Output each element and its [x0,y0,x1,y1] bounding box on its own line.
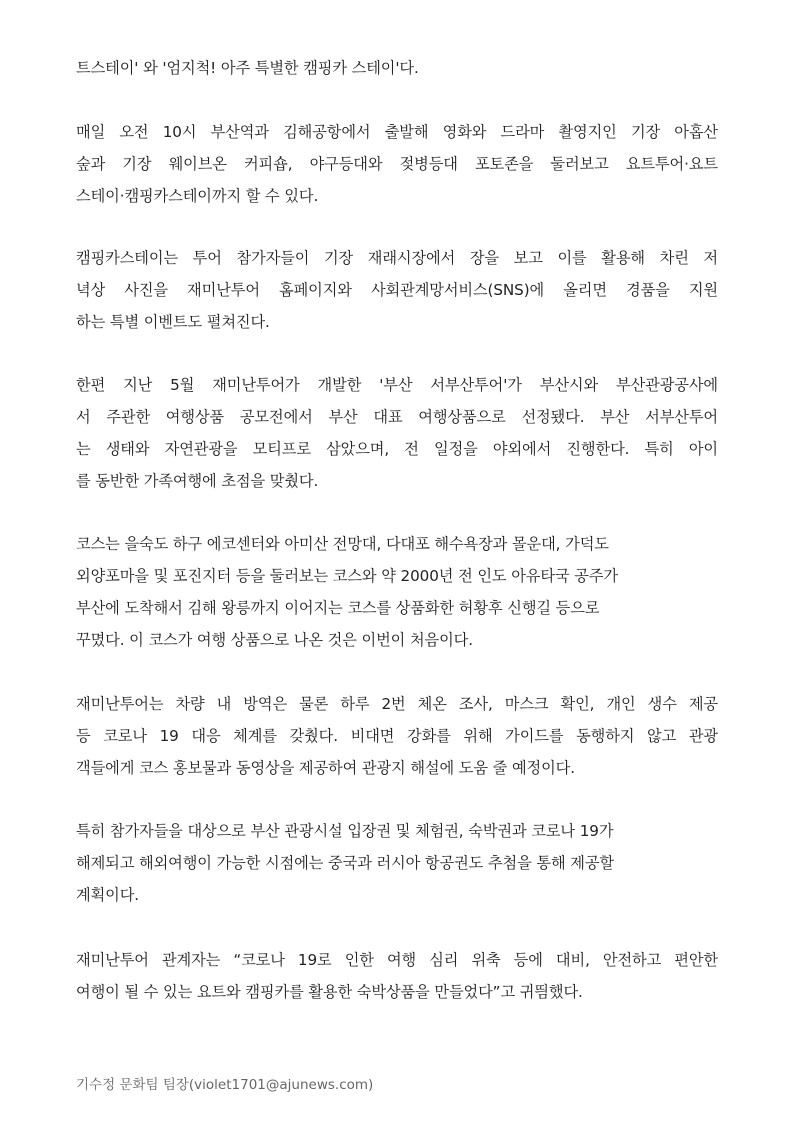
paragraph-7-line-3: 계획이다. [76,886,140,904]
paragraph-2-line-1: 매일 오전 10시 부산역과 김해공항에서 출발해 영화와 드라마 촬영지인 기장 아홉산 [76,123,718,141]
paragraph-2-line-2: 숲과 기장 웨이브온 커피숍, 야구등대와 젖병등대 포토존을 둘러보고 요트투어·요트 [76,155,718,173]
paragraph-1-line-1: 트스테이' 와 '엄지척! 아주 특별한 캠핑카 스테이'다. [76,59,419,77]
paragraph-4-line-2: 서 주관한 여행상품 공모전에서 부산 대표 여행상품으로 선정됐다. 부산 서부산투어 [76,408,718,426]
byline: 기수정 문화팀 팀장(violet1701@ajunews.com) [76,1077,374,1093]
paragraph-6-line-3: 객들에게 코스 홍보물과 동영상을 제공하여 관광지 해설에 도움 줄 예정이다. [76,759,575,777]
paragraph-5-line-4: 꾸몄다. 이 코스가 여행 상품으로 나온 것은 이번이 처음이다. [76,631,473,649]
paragraph-8-line-2: 여행이 될 수 있는 요트와 캠핑카를 활용한 숙박상품을 만들었다”고 귀띔했다. [76,983,583,1001]
paragraph-6-line-2: 등 코로나 19 대응 체계를 갖췄다. 비대면 강화를 위해 가이드를 동행하지 않고 관광 [76,727,718,745]
paragraph-5-line-3: 부산에 도착해서 김해 왕릉까지 이어지는 코스를 상품화한 허황후 신행길 등으로 [76,599,600,617]
paragraph-4-line-1: 한편 지난 5월 재미난투어가 개발한 '부산 서부산투어'가 부산시와 부산관광공사에 [76,376,718,394]
paragraph-2-line-3: 스테이·캠핑카스테이까지 할 수 있다. [76,187,319,205]
paragraph-3-line-3: 하는 특별 이벤트도 펼쳐진다. [76,313,270,331]
paragraph-4-line-3: 는 생태와 자연관광을 모티프로 삼았으며, 전 일정을 야외에서 진행한다. 특히 아이 [76,440,718,458]
paragraph-5-line-2: 외양포마을 및 포진지터 등을 둘러보는 코스와 약 2000년 전 인도 아유타국 공주가 [76,567,618,585]
paragraph-4-line-4: 를 동반한 가족여행에 초점을 맞췄다. [76,472,319,490]
paragraph-5-line-1: 코스는 을숙도 하구 에코센터와 아미산 전망대, 다대포 해수욕장과 몰운대, 가덕도 [76,535,609,553]
paragraph-7-line-1: 특히 참가자들을 대상으로 부산 관광시설 입장권 및 체험권, 숙박권과 코로나 19가 [76,822,614,840]
paragraph-6-line-1: 재미난투어는 차량 내 방역은 물론 하루 2번 체온 조사, 마스크 확인, 개인 생수 제공 [76,695,718,713]
paragraph-3-line-2: 녁상 사진을 재미난투어 홈페이지와 사회관계망서비스(SNS)에 올리면 경품을 지원 [76,281,718,299]
paragraph-3-line-1: 캠핑카스테이는 투어 참가자들이 기장 재래시장에서 장을 보고 이를 활용해 차린 저 [76,249,718,267]
paragraph-8-line-1: 재미난투어 관계자는 “코로나 19로 인한 여행 심리 위축 등에 대비, 안전하고 편안한 [76,951,718,969]
paragraph-7-line-2: 해제되고 해외여행이 가능한 시점에는 중국과 러시아 항공권도 추첨을 통해 제공할 [76,854,614,872]
